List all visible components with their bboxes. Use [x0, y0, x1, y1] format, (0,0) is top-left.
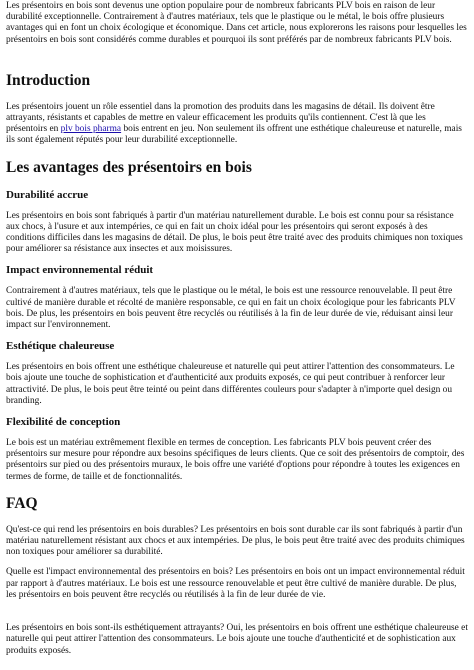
plv-bois-pharma-link[interactable]: plv bois pharma: [60, 124, 122, 135]
faq-item: Les présentoirs en bois sont-ils esthétiquement attrayants? Oui, les présentoirs en bois offrent une esthétique chaleureuse et naturelle qui peut attirer l'attention des consommateurs. Le bois ajoute une touche d'authenticité et de sophistication aux produits exposés.: [6, 623, 468, 656]
introduction-text-before-link: Les présentoirs jouent un rôle essentiel dans la promotion des produits dans les magasins de détail. Ils doivent être attrayants, résistants et capables de mettre en valeur efficacement les produits qu'ils contiennent. C'est là que les présentoirs en: [6, 101, 435, 135]
intro-paragraph: Les présentoirs en bois sont devenus une option populaire pour de nombreux fabricants PLV bois en raison de leur durabilité exceptionnelle. Contrairement à d'autres matériaux, tels que le plastique ou le métal, le bois offre plusieurs avantages qui en font un choix écologique et économique. Dans cet article, nous explorerons les raisons pour lesquelles les présentoirs en bois sont considérés comme durables et pourquoi ils sont préférés par de nombreux fabricants PLV bois.: [6, 1, 467, 45]
faq-heading: FAQ: [6, 494, 38, 512]
section-text-flexibilite: Le bois est un matériau extrêmement flexible en termes de conception. Les fabricants PLV bois peuvent créer des présentoirs sur mesure pour répondre aux besoins spécifiques de leurs clients. Que ce soit des présentoirs de comptoir, des présentoirs sur pied ou des présentoirs muraux, le bois offre une variété d'options pour répondre à toutes les exigences en termes de forme, de taille et de fonctionnalités.: [6, 438, 465, 482]
introduction-heading: Introduction: [6, 71, 91, 89]
section-title-impact: Impact environnemental réduit: [6, 264, 154, 277]
section-title-esthetique: Esthétique chaleureuse: [6, 340, 115, 353]
section-text-impact: Contrairement à d'autres matériaux, tels que le plastique ou le métal, le bois est une ressource renouvelable. Il peut être cultivé de manière durable et récolté de manière responsable, ce qui en fait un choix écologique pour les fabricants PLV bois. De plus, les présentoirs en bois peuvent être recyclés ou réutilisés à la fin de leur durée de vie, réduisant ainsi leur impact sur l'environnement.: [6, 286, 456, 331]
section-title-durabilite: Durabilité accrue: [6, 188, 89, 201]
faq-item: Quelle est l'impact environnemental des présentoirs en bois? Les présentoirs en bois ont un impact environnemental réduit par rapport à d'autres matériaux. Le bois est une ressource renouvelable et peut être cultivé de manière durable. De plus, les présentoirs en bois peuvent être recyclés ou réutilisés à la fin de leur durée de vie.: [6, 567, 465, 600]
advantages-heading: Les avantages des présentoirs en bois: [6, 158, 252, 176]
introduction-text-after-link: bois entrent en jeu. Non seulement ils offrent une esthétique chaleureuse et naturelle, mais ils sont également réputés pour leur durabilité exceptionnelle.: [6, 124, 462, 146]
section-text-durabilite: Les présentoirs en bois sont fabriqués à partir d'un matériau naturellement durable. Le bois est connu pour sa résistance aux chocs, à l'usure et aux intempéries, ce qui en fait un choix idéal pour les présentoirs qui seront exposés à des conditions difficiles dans les magasins de détail. De plus, le bois peut être traité avec des produits chimiques non toxiques pour améliorer sa résistance aux insectes et aux moisissures.: [6, 210, 463, 255]
section-title-flexibilite: Flexibilité de conception: [6, 416, 121, 429]
section-text-esthetique: Les présentoirs en bois offrent une esthétique chaleureuse et naturelle qui peut attirer l'attention des consommateurs. Le bois ajoute une touche de sophistication et d'authenticité aux produits exposés, ce qui peut contribuer à renforcer leur attractivité. De plus, le bois peut être teinté ou peint dans différentes couleurs pour s'adapter à n'importe quel design ou branding.: [6, 362, 455, 406]
introduction-paragraph: [6, 102, 468, 147]
faq-item: Qu'est-ce qui rend les présentoirs en bois durables? Les présentoirs en bois sont durable car ils sont fabriqués à partir d'un matériau naturellement résistant aux chocs et aux intempéries. De plus, le bois peut être traité avec des produits chimiques non toxiques pour améliorer sa durabilité.: [6, 524, 465, 558]
